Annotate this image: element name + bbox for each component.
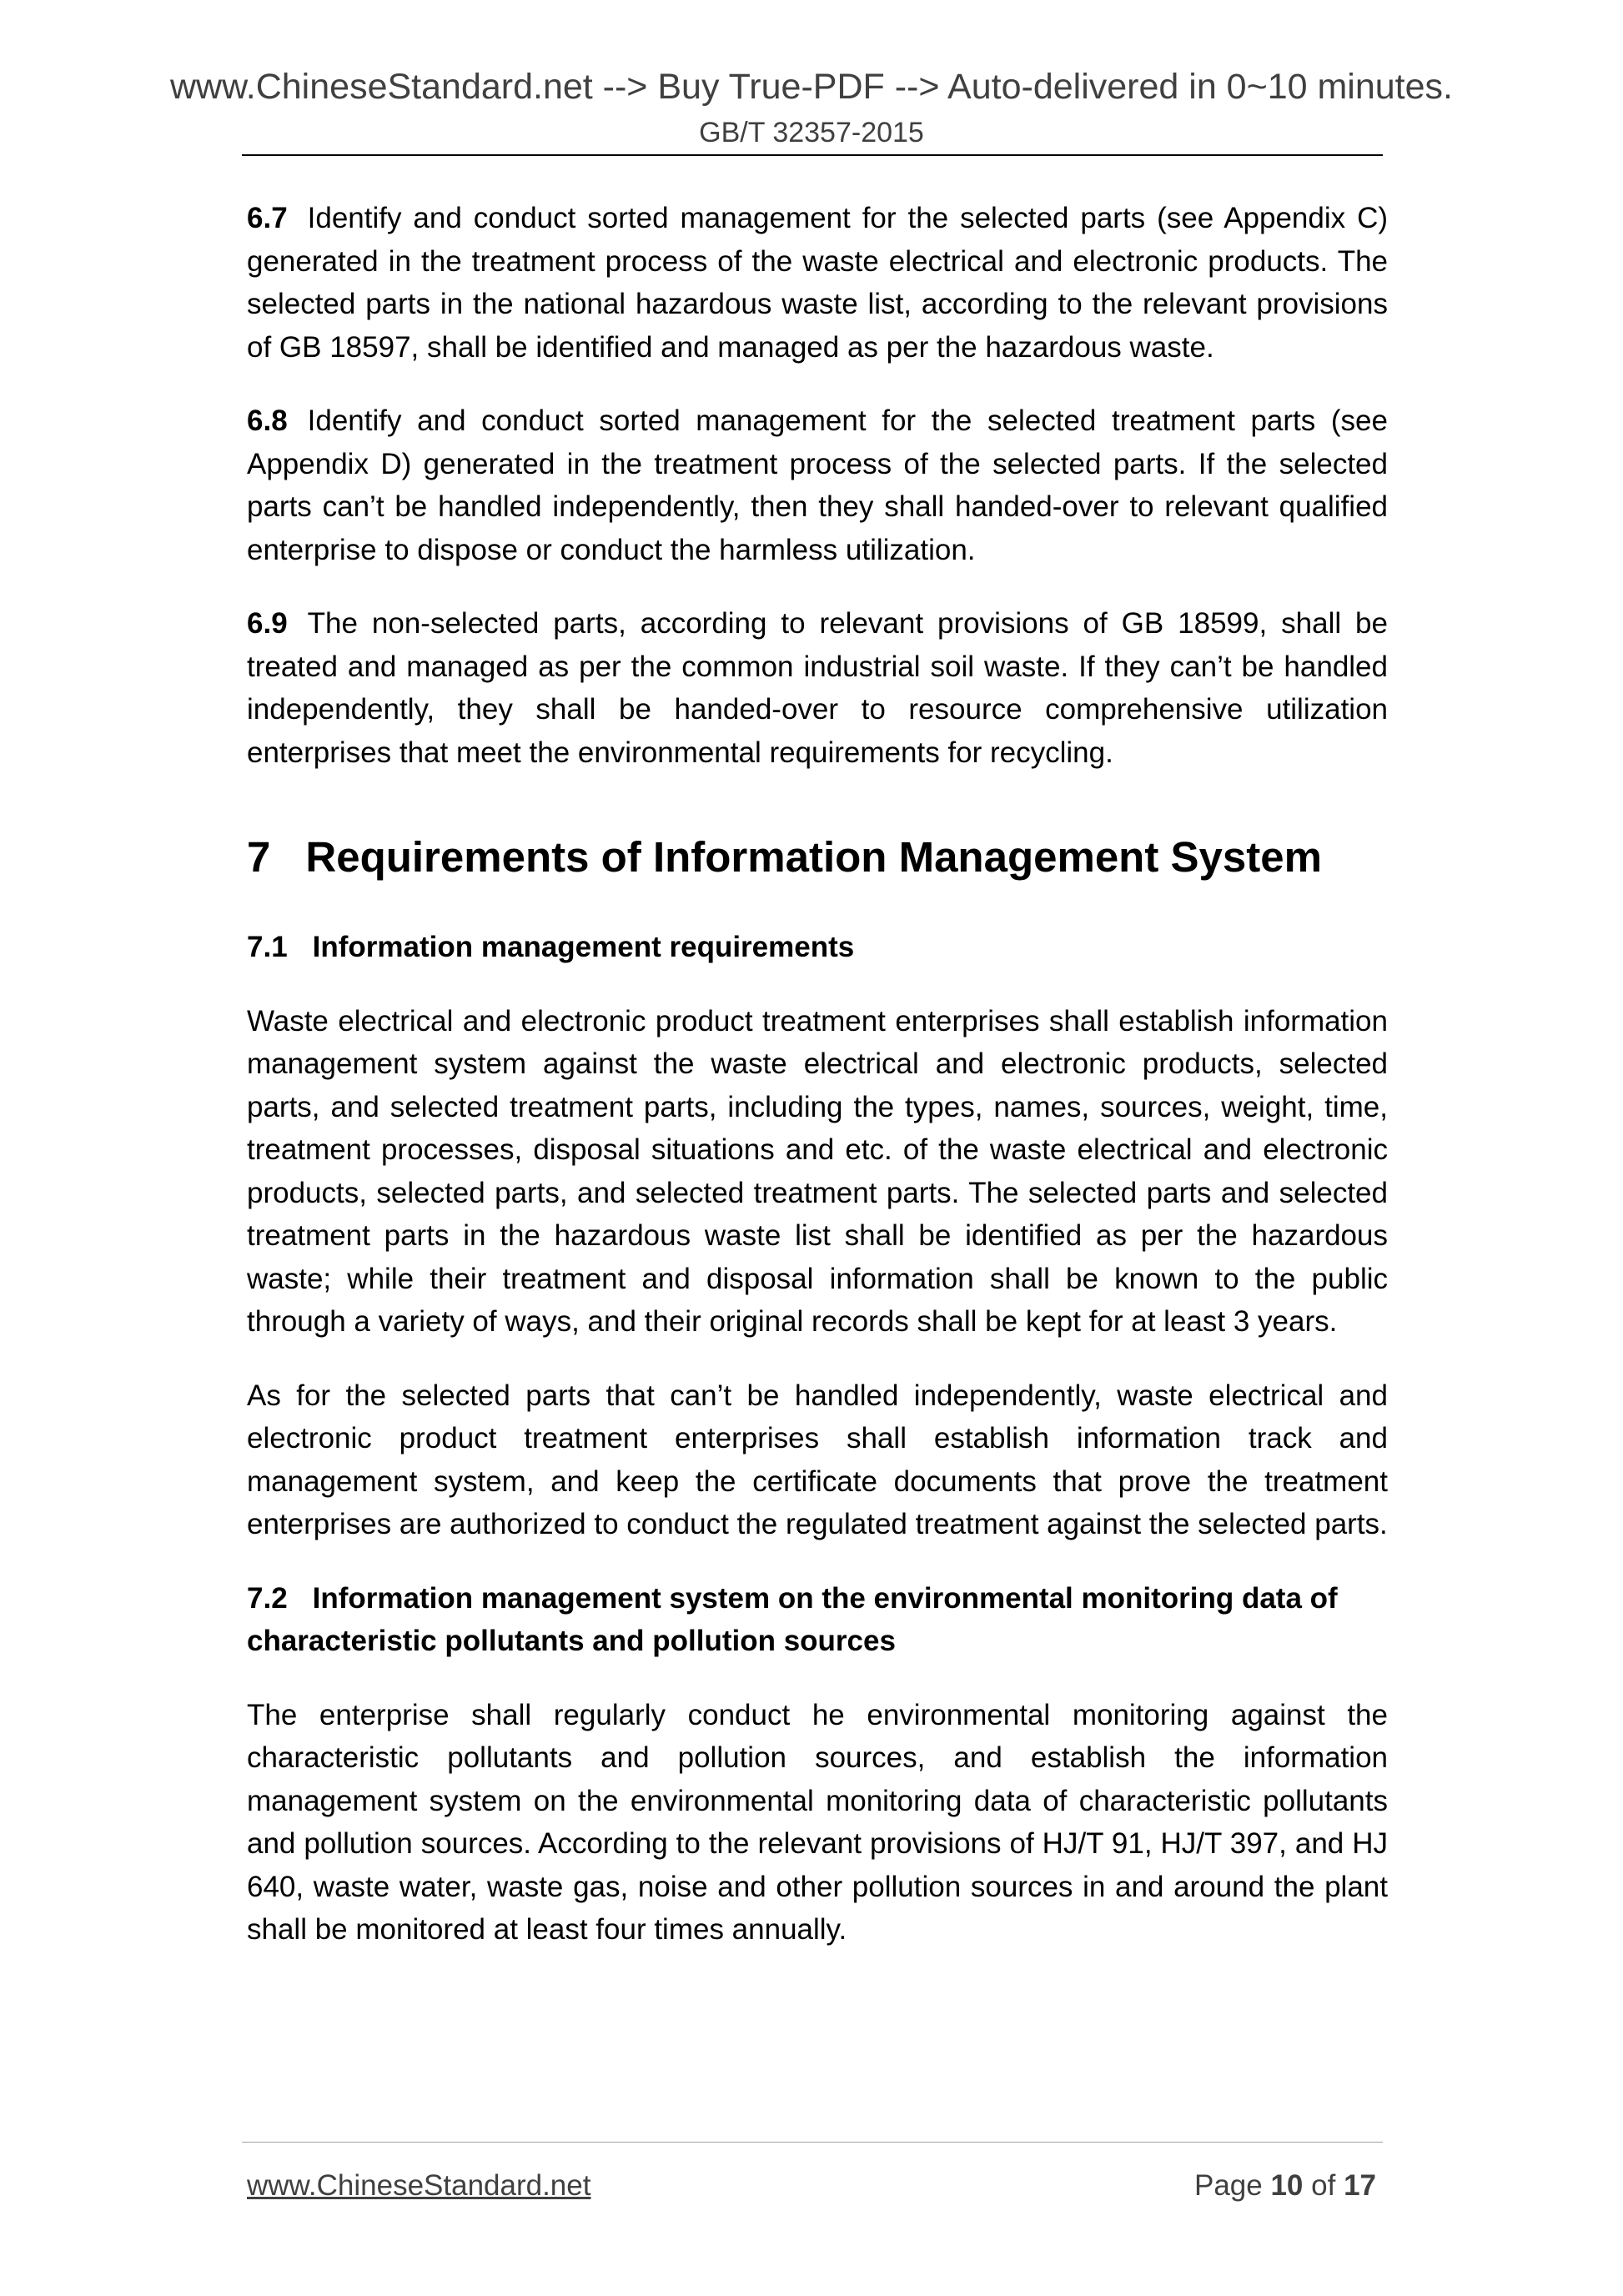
clause-6-9 — [247, 602, 1388, 774]
section-number: 7.2 — [247, 1581, 288, 1615]
header-banner: www.ChineseStandard.net --> Buy True-PDF --> Auto-delivered in 0~10 minutes. — [169, 67, 1453, 107]
clause-6-7 — [247, 197, 1388, 369]
page-total: 17 — [1344, 2169, 1376, 2202]
clause-text: Identify and conduct sorted management for the selected treatment parts (see Appendix D) generated in the treatment process of the selected parts. If the selected parts can’t be handled independently, then they shall handed-over to relevant qualified enterprise to dispose or conduct the harmless utilization. — [247, 404, 1388, 566]
section-7-1-paragraph: As for the selected parts that can’t be handled independently, waste electrical and electronic product treatment enterprises shall establish information track and management system, and keep the certificate documents that prove the treatment enterprises are authorized to conduct the regulated treatment against the selected parts. — [247, 1379, 1388, 1540]
header-divider — [242, 154, 1383, 156]
clause-6-8 — [247, 399, 1388, 571]
page-prefix: Page — [1193, 2169, 1263, 2202]
section-7-1-paragraph: Waste electrical and electronic product treatment enterprises shall establish information management system against the waste electrical and electronic products, selected parts, and selected treatment parts, including the types, names, sources, weight, time, treatment processes, disposal situations and etc. of the waste electrical and electronic products, selected parts, and selected treatment parts. The selected parts and selected treatment parts in the hazardous waste list shall be identified as per the hazardous waste; while their treatment and disposal information shall be known to the public through a variety of ways, and their original records shall be kept for at least 3 years. — [247, 1004, 1388, 1338]
section-7-heading — [247, 831, 1388, 884]
clause-text: The non-selected parts, according to relevant provisions of GB 18599, shall be treated and managed as per the common industrial soil waste. If they can’t be handled independently, they shall be handed-over to resource comprehensive utilization enterprises that meet the environmental requirements for recycling. — [247, 607, 1388, 769]
standard-code: GB/T 32357-2015 — [699, 117, 924, 148]
clause-number: 6.7 — [247, 202, 288, 234]
section-7-1-heading — [247, 926, 1388, 969]
section-title: Information management system on the environmental monitoring data of characteristic pollutants and pollution sources — [247, 1581, 1338, 1657]
clause-number: 6.8 — [247, 404, 288, 437]
section-number: 7 — [247, 833, 271, 881]
section-title: Information management requirements — [312, 931, 855, 963]
clause-number: 6.9 — [247, 607, 288, 640]
footer-divider — [242, 2142, 1383, 2143]
page-current: 10 — [1270, 2169, 1304, 2202]
clause-text: Identify and conduct sorted management for the selected parts (see Appendix C) generated in the treatment process of the waste electrical and electronic products. The selected parts in the national hazardous waste list, according to the relevant provisions of GB 18597, shall be identified and managed as per the hazardous waste. — [247, 202, 1388, 364]
document-body — [247, 197, 1388, 1952]
page-of: of — [1311, 2169, 1336, 2202]
section-7-2-heading — [247, 1577, 1388, 1663]
section-number: 7.1 — [247, 931, 288, 963]
section-title: Requirements of Information Management System — [305, 833, 1322, 881]
page-indicator — [1194, 2168, 1376, 2203]
section-7-2-paragraph: The enterprise shall regularly conduct he environmental monitoring against the characteristic pollutants and pollution sources, and establish the information management system on the environmental monitoring data of characteristic pollutants and pollution sources. According to the relevant provisions of HJ/T 91, HJ/T 397, and HJ 640, waste water, waste gas, noise and other pollution sources in and around the plant shall be monitored at least four times annually. — [247, 1698, 1388, 1946]
footer-site-link[interactable]: www.ChineseStandard.net — [247, 2169, 591, 2202]
